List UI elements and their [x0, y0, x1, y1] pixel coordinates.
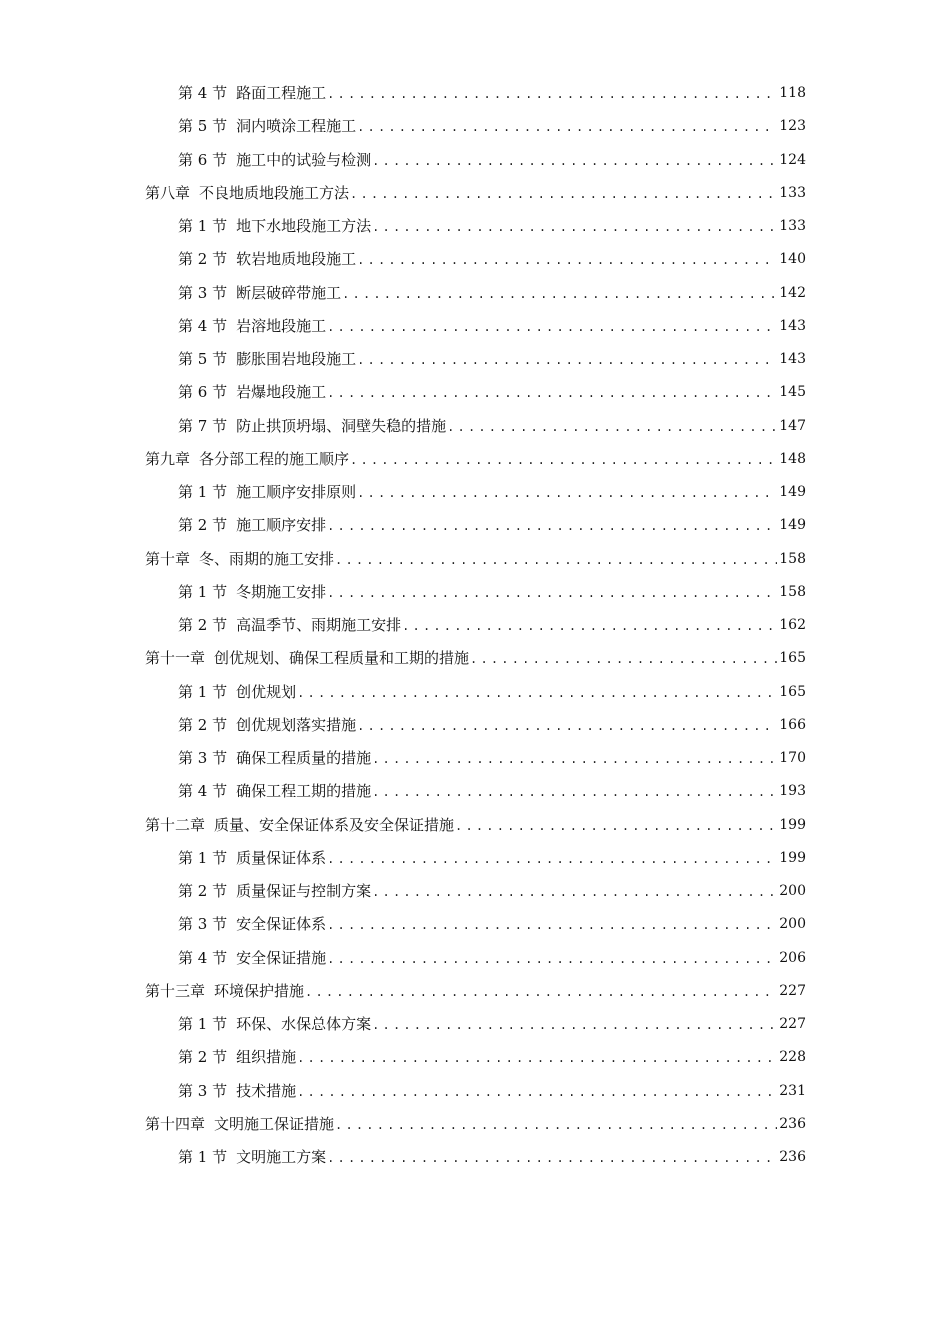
toc-entry-title: 安全保证措施 — [236, 948, 327, 967]
toc-entry-row — [178, 215, 806, 237]
toc-entry-title: 地下水地段施工方法 — [236, 217, 372, 235]
toc-entry-title: 路面工程施工 — [236, 84, 327, 102]
toc-section-entry[interactable] — [0, 708, 950, 741]
toc-entry-number: 第 7 节 — [178, 416, 228, 435]
toc-entry-page: 149 — [779, 517, 806, 534]
toc-entry-row — [178, 681, 806, 703]
toc-entry-title: 创优规划落实措施 — [236, 715, 357, 734]
toc-chapter-entry[interactable] — [0, 176, 950, 209]
toc-section-entry[interactable] — [0, 342, 950, 375]
toc-section-entry[interactable] — [0, 276, 950, 309]
toc-entry-page: 166 — [779, 716, 806, 733]
toc-entry-row — [145, 548, 806, 570]
toc-entry-row — [178, 381, 806, 403]
toc-entry-page: 142 — [779, 284, 806, 301]
toc-entry-number: 第 1 节 — [178, 1015, 228, 1033]
toc-entry-row — [178, 115, 806, 137]
toc-dot-leader — [327, 384, 777, 402]
toc-section-entry[interactable] — [0, 608, 950, 641]
toc-entry-title: 岩爆地段施工 — [236, 383, 327, 402]
toc-entry-number: 第 4 节 — [178, 782, 228, 801]
toc-dot-leader — [342, 285, 777, 303]
toc-dot-leader — [372, 1016, 777, 1034]
toc-section-entry[interactable] — [0, 941, 950, 974]
toc-dot-leader — [327, 318, 777, 336]
toc-section-entry[interactable] — [0, 309, 950, 342]
toc-entry-number: 第 3 节 — [178, 283, 228, 302]
toc-entry-number: 第 2 节 — [178, 250, 228, 269]
toc-dot-leader — [297, 1049, 777, 1067]
toc-entry-title: 质量、安全保证体系及安全保证措施 — [214, 815, 455, 834]
toc-entry-page: 145 — [779, 384, 806, 401]
toc-entry-number: 第 2 节 — [178, 882, 228, 900]
toc-entry-title: 施工顺序安排 — [236, 516, 327, 535]
toc-dot-leader — [447, 418, 777, 436]
toc-entry-page: 206 — [779, 949, 806, 966]
toc-dot-leader — [327, 916, 777, 934]
toc-entry-number: 第十一章 — [145, 649, 206, 668]
toc-section-entry[interactable] — [0, 907, 950, 940]
toc-dot-leader — [372, 152, 777, 170]
toc-section-entry[interactable] — [0, 1074, 950, 1107]
toc-dot-leader — [327, 85, 777, 103]
toc-entry-number: 第 6 节 — [178, 150, 228, 169]
toc-entry-page: 133 — [779, 218, 806, 234]
toc-entry-number: 第 4 节 — [178, 84, 228, 102]
toc-section-entry[interactable] — [0, 575, 950, 608]
toc-dot-leader — [297, 684, 777, 702]
toc-dot-leader — [350, 185, 777, 203]
toc-section-entry[interactable] — [0, 1007, 950, 1040]
toc-section-entry[interactable] — [0, 109, 950, 142]
toc-chapter-entry[interactable] — [0, 1107, 950, 1140]
toc-section-entry[interactable] — [0, 774, 950, 807]
toc-entry-page: 236 — [779, 1149, 806, 1165]
toc-entry-page: 143 — [779, 351, 806, 367]
toc-entry-page: 193 — [779, 783, 806, 800]
toc-entry-row — [178, 880, 806, 902]
toc-section-entry[interactable] — [0, 76, 950, 109]
toc-entry-number: 第 4 节 — [178, 948, 228, 967]
toc-dot-leader — [327, 850, 777, 868]
toc-entry-title: 防止拱顶坍塌、洞壁失稳的措施 — [236, 416, 447, 435]
toc-entry-title: 软岩地质地段施工 — [236, 250, 357, 269]
toc-dot-leader — [372, 218, 777, 236]
toc-entry-page: 149 — [779, 484, 806, 500]
toc-entry-page: 162 — [779, 617, 806, 633]
toc-entry-page: 227 — [779, 982, 806, 999]
table-of-contents — [0, 76, 950, 1173]
toc-section-entry[interactable] — [0, 1140, 950, 1173]
toc-entry-number: 第 1 节 — [178, 582, 228, 601]
toc-entry-row — [178, 581, 806, 603]
toc-dot-leader — [297, 1083, 777, 1101]
toc-dot-leader — [357, 251, 777, 269]
toc-entry-title: 施工顺序安排原则 — [236, 483, 357, 501]
toc-entry-number: 第十四章 — [145, 1114, 206, 1133]
toc-entry-row — [178, 1013, 806, 1035]
toc-entry-row — [178, 282, 806, 304]
toc-dot-leader — [357, 351, 777, 369]
toc-entry-page: 124 — [779, 151, 806, 168]
toc-entry-row — [145, 980, 806, 1002]
toc-entry-number: 第 1 节 — [178, 483, 228, 501]
toc-entry-number: 第 5 节 — [178, 350, 228, 368]
toc-entry-title: 组织措施 — [236, 1048, 297, 1067]
toc-section-entry[interactable] — [0, 475, 950, 508]
toc-dot-leader — [357, 118, 777, 136]
toc-entry-row — [178, 149, 806, 171]
toc-entry-page: 158 — [779, 550, 806, 567]
toc-entry-row — [178, 315, 806, 337]
toc-entry-page: 200 — [779, 883, 806, 899]
toc-entry-page: 123 — [779, 118, 806, 135]
toc-section-entry[interactable] — [0, 209, 950, 242]
toc-section-entry[interactable] — [0, 143, 950, 176]
toc-entry-page: 165 — [779, 650, 806, 667]
toc-section-entry[interactable] — [0, 841, 950, 874]
toc-entry-row — [178, 847, 806, 869]
toc-section-entry[interactable] — [0, 741, 950, 774]
toc-entry-row — [178, 248, 806, 270]
toc-entry-number: 第九章 — [145, 449, 191, 468]
toc-entry-page: 133 — [779, 184, 806, 201]
toc-entry-page: 200 — [779, 916, 806, 933]
toc-dot-leader — [335, 1116, 777, 1134]
toc-section-entry[interactable] — [0, 375, 950, 408]
toc-dot-leader — [372, 750, 777, 768]
toc-entry-number: 第八章 — [145, 183, 191, 202]
toc-entry-title: 洞内喷涂工程施工 — [236, 117, 357, 136]
toc-section-entry[interactable] — [0, 1040, 950, 1073]
toc-entry-page: 228 — [779, 1049, 806, 1066]
toc-entry-row — [145, 182, 806, 204]
toc-entry-number: 第 6 节 — [178, 383, 228, 402]
toc-entry-page: 231 — [779, 1082, 806, 1099]
toc-dot-leader — [372, 883, 777, 901]
toc-entry-page: 140 — [779, 251, 806, 268]
toc-entry-number: 第 2 节 — [178, 616, 228, 634]
toc-entry-number: 第 4 节 — [178, 316, 228, 335]
toc-entry-title: 文明施工保证措施 — [214, 1114, 335, 1133]
toc-entry-number: 第 2 节 — [178, 516, 228, 535]
toc-entry-row — [178, 1046, 806, 1068]
toc-entry-title: 断层破碎带施工 — [236, 283, 342, 302]
toc-entry-number: 第 2 节 — [178, 1048, 228, 1067]
toc-entry-row — [145, 448, 806, 470]
toc-entry-number: 第 3 节 — [178, 749, 228, 767]
toc-entry-number: 第十三章 — [145, 981, 206, 1000]
toc-entry-page: 147 — [779, 417, 806, 434]
toc-entry-row — [178, 82, 806, 104]
toc-entry-title: 确保工程工期的措施 — [236, 782, 372, 801]
toc-entry-number: 第 5 节 — [178, 117, 228, 136]
toc-chapter-entry[interactable] — [0, 641, 950, 674]
toc-entry-page: 170 — [779, 750, 806, 766]
toc-entry-number: 第 2 节 — [178, 715, 228, 734]
toc-entry-row — [178, 514, 806, 536]
toc-section-entry[interactable] — [0, 508, 950, 541]
toc-dot-leader — [350, 451, 777, 469]
toc-entry-page: 199 — [779, 849, 806, 866]
toc-entry-title: 创优规划 — [236, 682, 297, 701]
toc-section-entry[interactable] — [0, 409, 950, 442]
toc-entry-number: 第十二章 — [145, 815, 206, 834]
toc-entry-row — [178, 481, 806, 503]
toc-entry-title: 质量保证体系 — [236, 848, 327, 867]
toc-section-entry[interactable] — [0, 675, 950, 708]
toc-dot-leader — [455, 817, 777, 835]
toc-chapter-entry[interactable] — [0, 808, 950, 841]
toc-dot-leader — [327, 517, 777, 535]
toc-dot-leader — [470, 650, 777, 668]
toc-chapter-entry[interactable] — [0, 442, 950, 475]
toc-entry-title: 冬、雨期的施工安排 — [199, 549, 335, 568]
toc-entry-title: 不良地质地段施工方法 — [199, 183, 350, 202]
toc-entry-title: 环保、水保总体方案 — [236, 1015, 372, 1033]
toc-chapter-entry[interactable] — [0, 974, 950, 1007]
toc-entry-page: 199 — [779, 816, 806, 833]
toc-dot-leader — [402, 617, 777, 635]
toc-dot-leader — [327, 1149, 777, 1167]
toc-entry-page: 236 — [779, 1115, 806, 1132]
toc-entry-page: 143 — [779, 317, 806, 334]
toc-dot-leader — [327, 950, 777, 968]
toc-entry-title: 安全保证体系 — [236, 915, 327, 934]
toc-section-entry[interactable] — [0, 874, 950, 907]
toc-entry-page: 227 — [779, 1016, 806, 1032]
toc-entry-title: 文明施工方案 — [236, 1148, 327, 1166]
toc-dot-leader — [327, 584, 777, 602]
toc-entry-title: 环境保护措施 — [214, 981, 305, 1000]
toc-entry-number: 第十章 — [145, 549, 191, 568]
toc-section-entry[interactable] — [0, 242, 950, 275]
toc-dot-leader — [305, 983, 777, 1001]
toc-entry-page: 165 — [779, 683, 806, 700]
toc-entry-title: 冬期施工安排 — [236, 582, 327, 601]
toc-entry-number: 第 1 节 — [178, 682, 228, 701]
toc-entry-row — [178, 614, 806, 636]
toc-entry-row — [178, 947, 806, 969]
toc-entry-title: 创优规划、确保工程质量和工期的措施 — [214, 649, 470, 668]
toc-entry-row — [178, 714, 806, 736]
toc-entry-row — [178, 780, 806, 802]
toc-entry-title: 各分部工程的施工顺序 — [199, 449, 350, 468]
toc-entry-title: 施工中的试验与检测 — [236, 150, 372, 169]
toc-entry-page: 118 — [779, 85, 806, 101]
toc-chapter-entry[interactable] — [0, 542, 950, 575]
toc-entry-title: 技术措施 — [236, 1081, 297, 1100]
toc-entry-page: 148 — [779, 450, 806, 467]
toc-entry-row — [145, 1113, 806, 1135]
toc-entry-title: 质量保证与控制方案 — [236, 882, 372, 900]
toc-entry-row — [178, 1146, 806, 1168]
toc-entry-title: 高温季节、雨期施工安排 — [236, 616, 402, 634]
toc-entry-row — [178, 747, 806, 769]
toc-entry-row — [145, 814, 806, 836]
toc-entry-row — [178, 1080, 806, 1102]
toc-entry-number: 第 1 节 — [178, 217, 228, 235]
toc-entry-row — [178, 415, 806, 437]
toc-entry-number: 第 1 节 — [178, 848, 228, 867]
toc-dot-leader — [335, 551, 777, 569]
toc-entry-title: 岩溶地段施工 — [236, 316, 327, 335]
toc-entry-row — [178, 913, 806, 935]
toc-dot-leader — [372, 783, 777, 801]
toc-dot-leader — [357, 484, 777, 502]
toc-entry-number: 第 3 节 — [178, 1081, 228, 1100]
toc-entry-number: 第 1 节 — [178, 1148, 228, 1166]
toc-entry-title: 确保工程质量的措施 — [236, 749, 372, 767]
toc-entry-row — [178, 348, 806, 370]
toc-entry-row — [145, 647, 806, 669]
toc-entry-number: 第 3 节 — [178, 915, 228, 934]
toc-dot-leader — [357, 717, 777, 735]
toc-entry-page: 158 — [779, 583, 806, 600]
toc-entry-title: 膨胀围岩地段施工 — [236, 350, 357, 368]
